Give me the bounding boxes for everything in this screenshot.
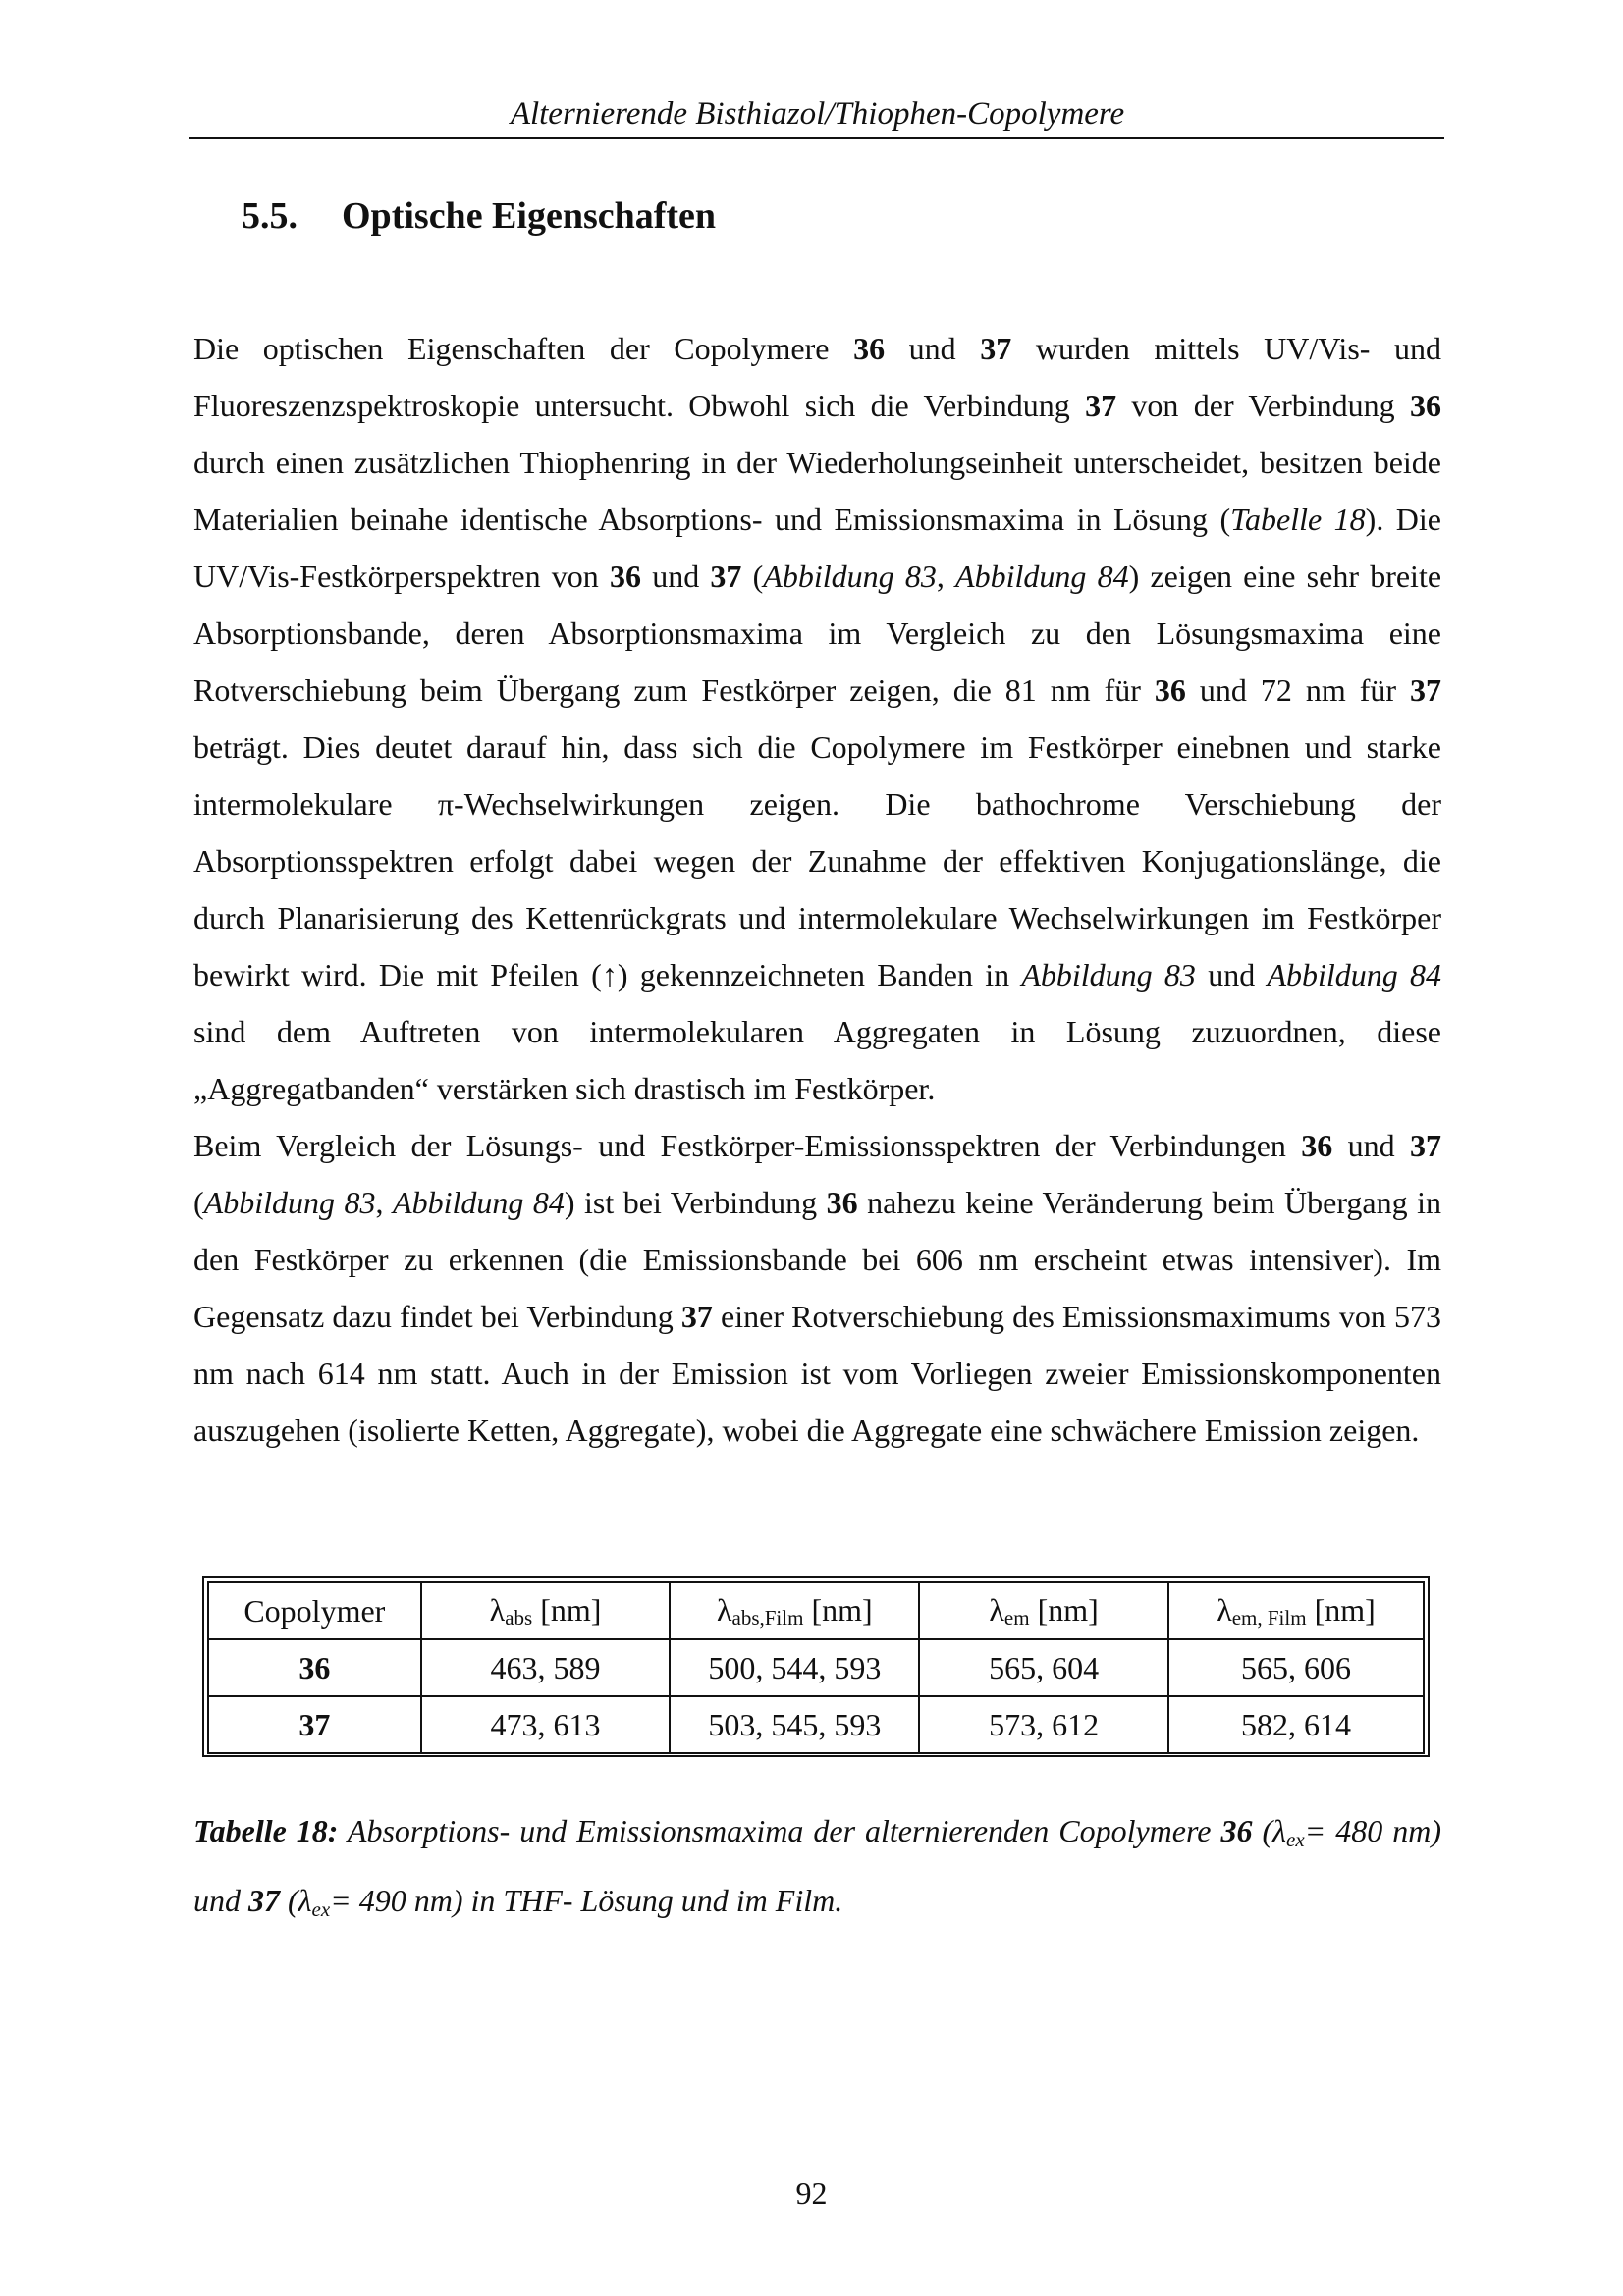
table-header-cell: λem, Film [nm] — [1168, 1582, 1424, 1639]
figure-reference: Abbildung 84 — [393, 1185, 565, 1220]
figure-reference: Abbildung 84 — [1267, 957, 1442, 992]
header-rule — [189, 137, 1444, 139]
table-cell: 36 — [208, 1639, 421, 1696]
table-header-cell: Copolymer — [208, 1582, 421, 1639]
paragraph-2: Beim Vergleich der Lösungs- und Festkörper-Emissionsspektren der Verbindungen 36 und 37 (Abbildung 83, Abbildung 84) ist bei Verbindung 36 nahezu keine Veränderung beim Übergang in den Festkörper zu erkennen (die Emissionsbande bei 606 nm erscheint etwas intensiver). Im Gegensatz dazu findet bei Verbindung 37 einer Rotverschiebung des Emissionsmaximums von 573 nm nach 614 nm statt. Auch in der Emission ist vom Vorliegen zweier Emissionskomponenten auszugehen (isolierte Ketten, Aggregate), wobei die Aggregate eine schwächere Emission zeigen. — [193, 1128, 1442, 1448]
running-header: Alternierende Bisthiazol/Thiophen-Copolymere — [510, 96, 1125, 132]
table-cell: 463, 589 — [421, 1639, 671, 1696]
table-header-cell: λabs [nm] — [421, 1582, 671, 1639]
table-caption: Tabelle 18: Absorptions- und Emissionsmaxima der alternierenden Copolymere 36 (λex= 480 nm) und 37 (λex= 490 nm) in THF- Lösung und im Film. — [193, 1813, 1442, 1921]
table-header-cell: λem [nm] — [919, 1582, 1168, 1639]
page-number: 92 — [795, 2175, 828, 2211]
table-cell: 582, 614 — [1168, 1696, 1424, 1753]
section-heading — [242, 192, 716, 240]
figure-reference: Abbildung 84 — [955, 559, 1129, 594]
table-cell: 37 — [208, 1696, 421, 1753]
body-text — [193, 320, 1441, 1459]
table-cell: 473, 613 — [421, 1696, 671, 1753]
data-table-frame — [202, 1576, 1430, 1757]
table-cell: 500, 544, 593 — [670, 1639, 919, 1696]
data-table — [207, 1581, 1425, 1754]
table-row — [208, 1639, 1424, 1696]
table-cell: 565, 604 — [919, 1639, 1168, 1696]
table-cell: 565, 606 — [1168, 1639, 1424, 1696]
figure-reference: Abbildung 83 — [203, 1185, 376, 1220]
table-cell: 503, 545, 593 — [670, 1696, 919, 1753]
section-number: 5.5. — [242, 195, 298, 237]
paragraph-1: Die optischen Eigenschaften der Copolymere 36 und 37 wurden mittels UV/Vis- und Fluoreszenzspektroskopie untersucht. Obwohl sich die Verbindung 37 von der Verbindung 36 durch einen zusätzlichen Thiophenring in der Wiederholungseinheit unterscheidet, besitzen beide Materialien beinahe identische Absorptions- und Emissionsmaxima in Lösung (Tabelle 18). Die UV/Vis-Festkörperspektren von 36 und 37 (Abbildung 83, Abbildung 84) zeigen eine sehr breite Absorptionsbande, deren Absorptionsmaxima im Vergleich zu den Lösungsmaxima eine Rotverschiebung beim Übergang zum Festkörper zeigen, die 81 nm für 36 und 72 nm für 37 beträgt. Dies deutet darauf hin, dass sich die Copolymere im Festkörper einebnen und starke intermolekulare π-Wechselwirkungen zeigen. Die bathochrome Verschiebung der Absorptionsspektren erfolgt dabei wegen der Zunahme der effektiven Konjugationslänge, die durch Planarisierung des Kettenrückgrats und intermolekulare Wechselwirkungen im Festkörper bewirkt wird. Die mit Pfeilen (↑) gekennzeichneten Banden in Abbildung 83 und Abbildung 84 sind dem Auftreten von intermolekularen Aggregaten in Lösung zuzuordnen, diese „Aggregatbanden“ verstärken sich drastisch im Festkörper. — [193, 331, 1442, 1106]
table-header-row — [208, 1582, 1424, 1639]
table-row — [208, 1696, 1424, 1753]
table-cell: 573, 612 — [919, 1696, 1168, 1753]
table-reference: Tabelle 18 — [1230, 502, 1366, 537]
table-header-cell: λabs,Film [nm] — [670, 1582, 919, 1639]
figure-reference: Abbildung 83 — [1021, 957, 1196, 992]
section-title: Optische Eigenschaften — [342, 195, 717, 237]
figure-reference: Abbildung 83 — [763, 559, 937, 594]
caption-label: Tabelle 18: — [193, 1813, 339, 1848]
